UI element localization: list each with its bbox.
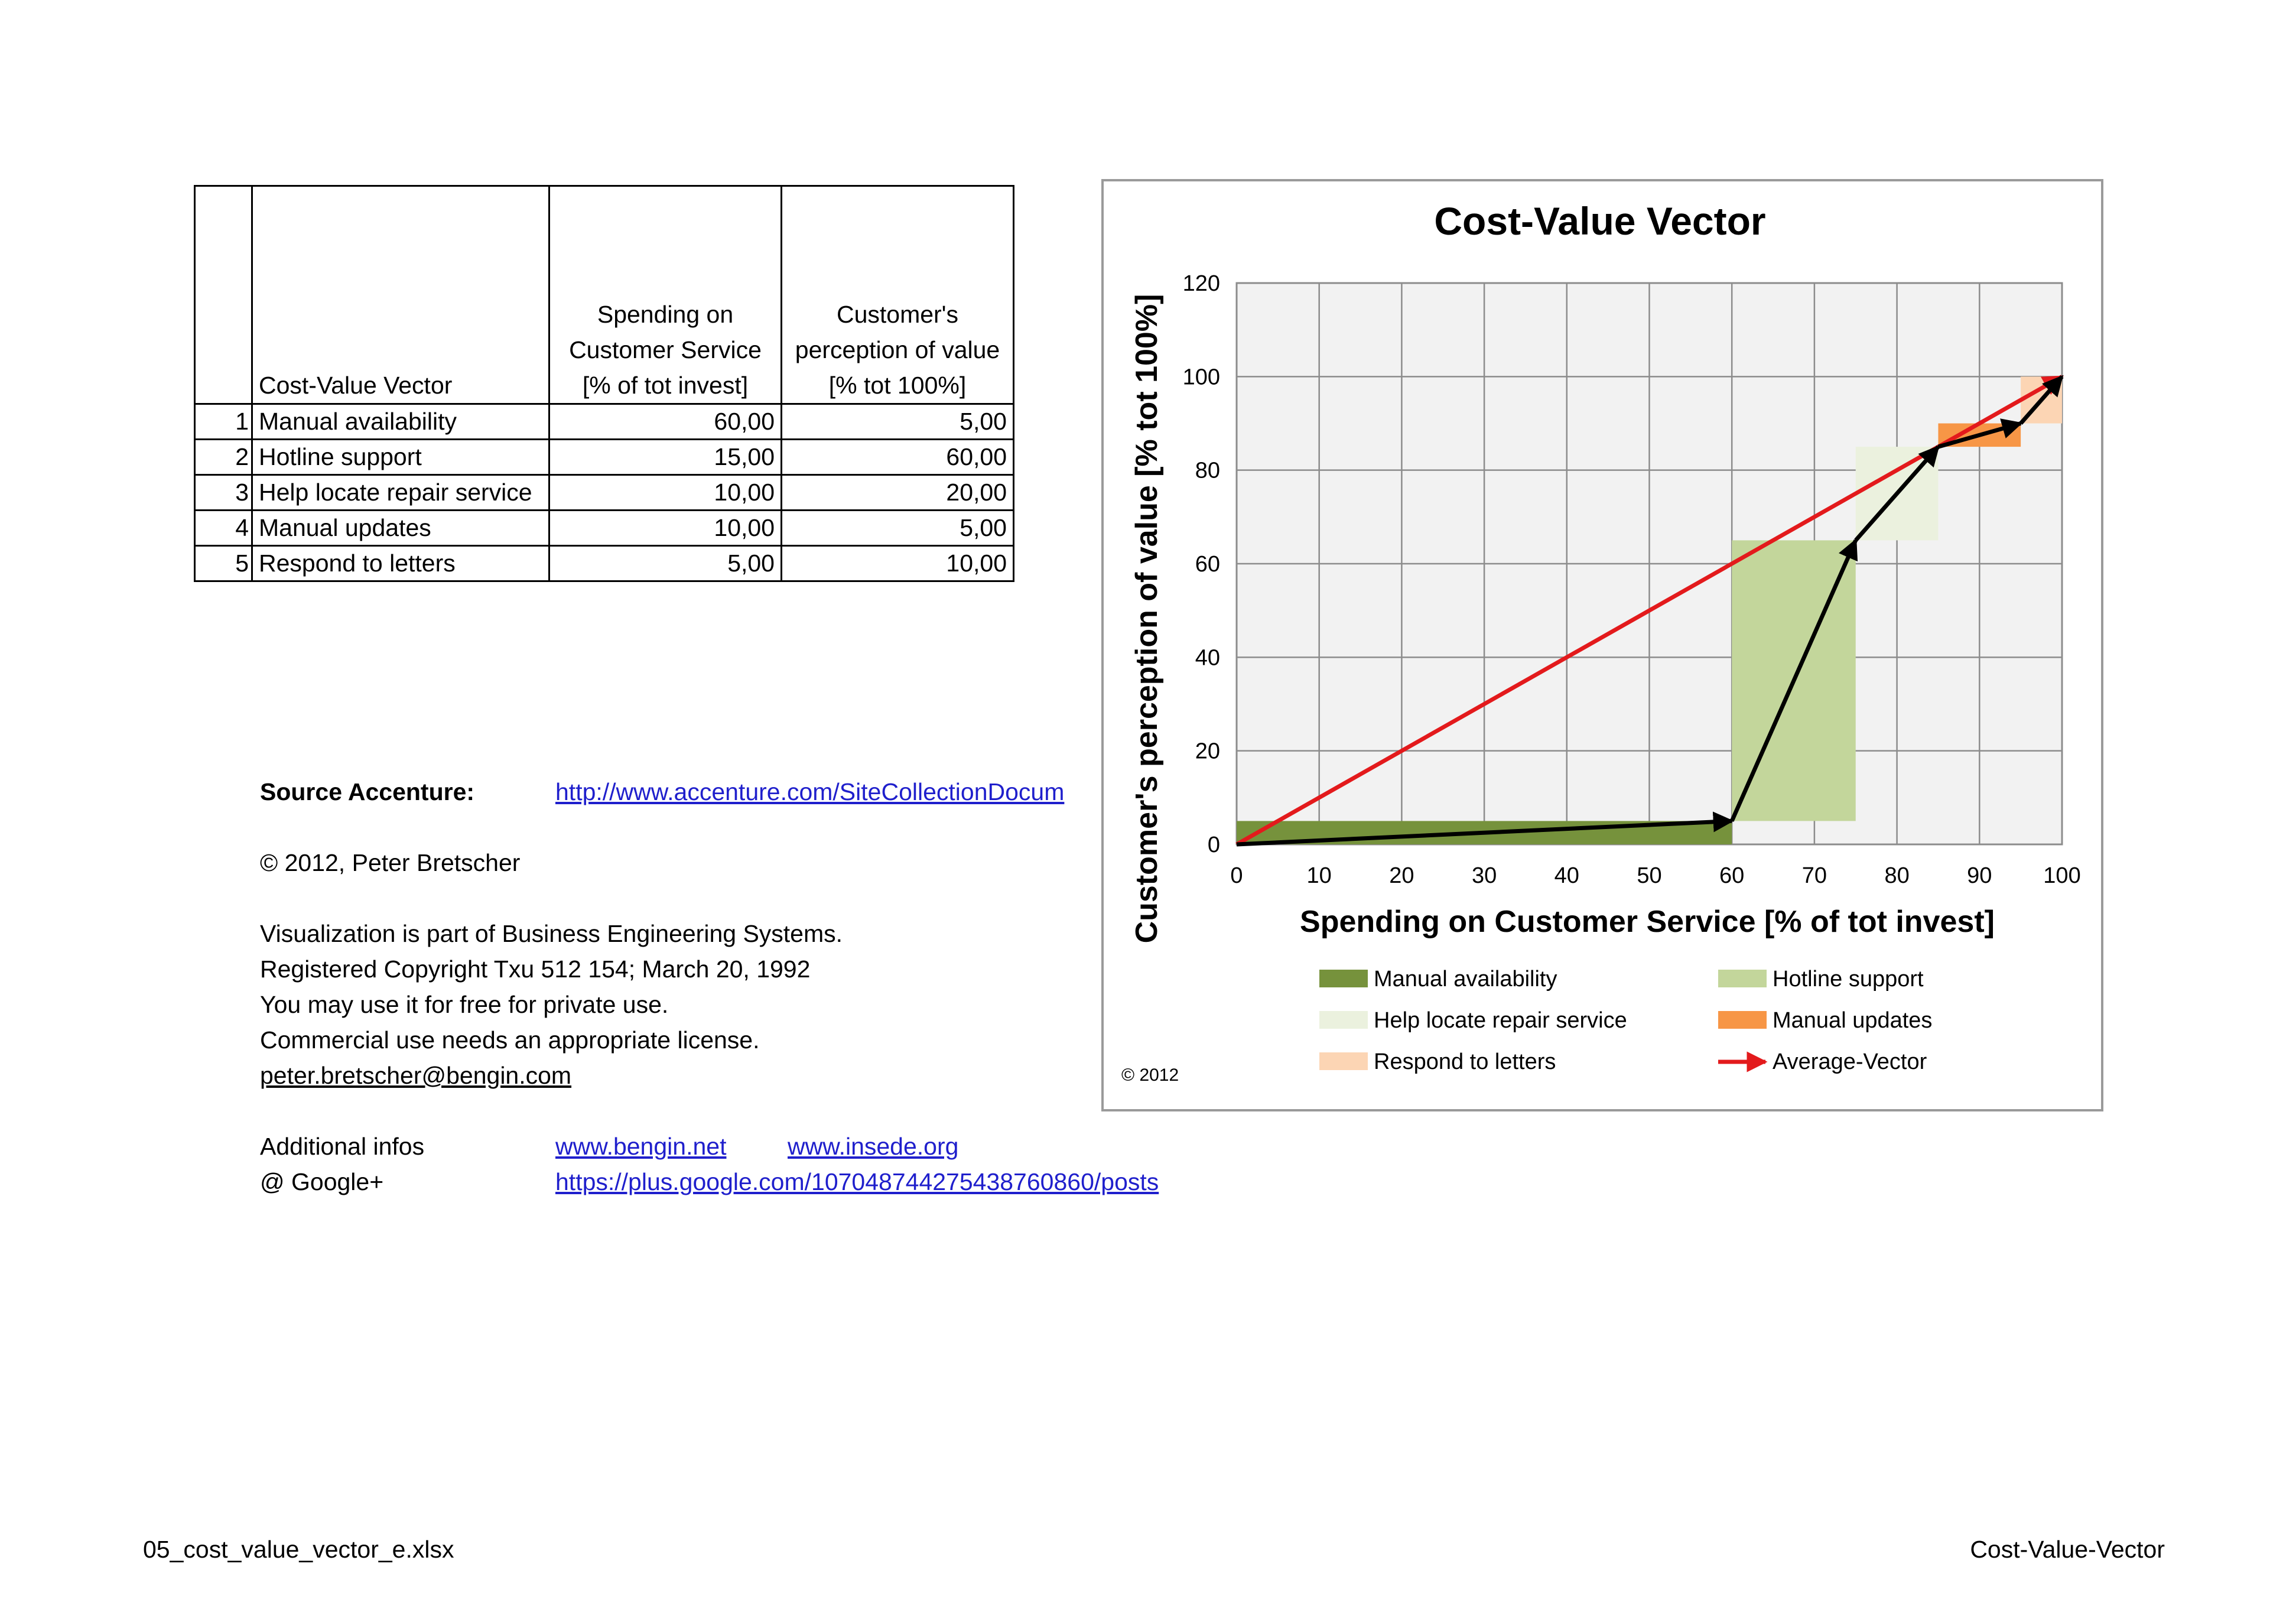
legend-label: Help locate repair service xyxy=(1374,1008,1627,1033)
bengin-link[interactable]: www.bengin.net xyxy=(555,1133,727,1160)
header-name-cell: Cost-Value Vector xyxy=(252,186,549,404)
table-row xyxy=(195,511,1014,546)
row-num: 4 xyxy=(195,511,252,546)
table-header-row xyxy=(195,186,1014,404)
row-num: 2 xyxy=(195,440,252,475)
row-name: Manual availability xyxy=(252,404,549,440)
footer-filename: 05_cost_value_vector_e.xlsx xyxy=(143,1536,454,1563)
legend-label: Manual availability xyxy=(1374,967,1557,992)
header-perception-cell xyxy=(782,186,1014,404)
cost-value-table xyxy=(194,185,1014,582)
y-tick-labels xyxy=(1183,271,1220,857)
y-tick-label: 100 xyxy=(1182,365,1220,390)
legend-swatch xyxy=(1319,1052,1368,1070)
row-num: 3 xyxy=(195,475,252,511)
row-perception: 5,00 xyxy=(782,511,1014,546)
legend-swatch xyxy=(1718,1011,1767,1029)
y-tick-label: 60 xyxy=(1195,552,1220,577)
cost-value-chart xyxy=(1104,181,2101,1109)
row-name: Hotline support xyxy=(252,440,549,475)
header-perception-line-3: [% tot 100%] xyxy=(828,372,967,399)
legend-label: Respond to letters xyxy=(1374,1049,1556,1074)
table-row xyxy=(195,546,1014,581)
row-perception: 10,00 xyxy=(782,546,1014,581)
row-name: Help locate repair service xyxy=(252,475,549,511)
x-tick-label: 0 xyxy=(1230,863,1243,888)
legend-label: Average-Vector xyxy=(1773,1049,1927,1074)
info-line: Registered Copyright Txu 512 154; March 20, 1992 xyxy=(260,955,811,983)
x-tick-label: 70 xyxy=(1801,863,1827,888)
x-tick-label: 10 xyxy=(1306,863,1332,888)
x-tick-label: 40 xyxy=(1554,863,1579,888)
footer-sheet-name: Cost-Value-Vector xyxy=(1970,1536,2165,1563)
y-tick-label: 20 xyxy=(1195,739,1220,764)
row-spending: 10,00 xyxy=(549,511,782,546)
row-spending: 5,00 xyxy=(549,546,782,581)
table-row xyxy=(195,440,1014,475)
insede-link[interactable]: www.insede.org xyxy=(788,1133,959,1160)
info-line: You may use it for free for private use. xyxy=(260,991,669,1018)
y-tick-label: 0 xyxy=(1207,833,1220,857)
chart-title: Cost-Value Vector xyxy=(1434,199,1766,243)
chart-copyright: © 2012 xyxy=(1121,1065,1179,1085)
legend-swatch xyxy=(1319,970,1368,987)
info-line: Visualization is part of Business Engineering Systems. xyxy=(260,920,843,947)
x-tick-label: 30 xyxy=(1471,863,1497,888)
chart-frame xyxy=(1101,179,2103,1111)
header-spending-line-3: [% of tot invest] xyxy=(582,372,749,399)
header-perception-line-2: perception of value xyxy=(795,336,1000,363)
row-perception: 20,00 xyxy=(782,475,1014,511)
table-row xyxy=(195,475,1014,511)
google-label: @ Google+ xyxy=(260,1168,384,1195)
x-tick-label: 60 xyxy=(1719,863,1745,888)
row-num: 5 xyxy=(195,546,252,581)
email-link[interactable]: peter.bretscher@bengin.com xyxy=(260,1062,572,1089)
y-tick-label: 40 xyxy=(1195,645,1220,671)
x-tick-label: 100 xyxy=(2043,863,2081,888)
y-axis-label: Customer's perception of value [% tot 100%] xyxy=(1130,294,1164,944)
info-line: Commercial use needs an appropriate license. xyxy=(260,1026,760,1054)
header-num-cell xyxy=(195,186,252,404)
row-perception: 5,00 xyxy=(782,404,1014,440)
x-tick-label: 90 xyxy=(1967,863,1992,888)
row-perception: 60,00 xyxy=(782,440,1014,475)
copyright-text: © 2012, Peter Bretscher xyxy=(260,849,521,876)
source-link[interactable]: http://www.accenture.com/SiteCollectionDocum xyxy=(555,778,1065,805)
x-axis-label: Spending on Customer Service [% of tot invest] xyxy=(1300,905,1995,939)
google-link[interactable]: https://plus.google.com/107048744275438760860/posts xyxy=(555,1168,1159,1195)
row-name: Respond to letters xyxy=(252,546,549,581)
table-row xyxy=(195,404,1014,440)
row-spending: 60,00 xyxy=(549,404,782,440)
y-tick-label: 120 xyxy=(1182,271,1220,296)
y-tick-label: 80 xyxy=(1195,458,1220,483)
header-perception-line-1: Customer's xyxy=(836,301,959,328)
source-label: Source Accenture: xyxy=(260,778,475,805)
legend-label: Manual updates xyxy=(1773,1008,1933,1033)
x-tick-labels xyxy=(1230,863,2080,888)
x-tick-label: 20 xyxy=(1389,863,1414,888)
chart-legend xyxy=(1319,967,1932,1074)
header-spending-cell xyxy=(549,186,782,404)
x-tick-label: 50 xyxy=(1637,863,1662,888)
legend-swatch xyxy=(1718,970,1767,987)
header-spending-line-2: Customer Service xyxy=(569,336,762,363)
row-spending: 15,00 xyxy=(549,440,782,475)
row-spending: 10,00 xyxy=(549,475,782,511)
legend-swatch xyxy=(1319,1011,1368,1029)
legend-label: Hotline support xyxy=(1773,967,1924,992)
row-name: Manual updates xyxy=(252,511,549,546)
x-tick-label: 80 xyxy=(1884,863,1910,888)
additional-infos-label: Additional infos xyxy=(260,1133,425,1160)
row-num: 1 xyxy=(195,404,252,440)
header-spending-line-1: Spending on xyxy=(597,301,734,328)
